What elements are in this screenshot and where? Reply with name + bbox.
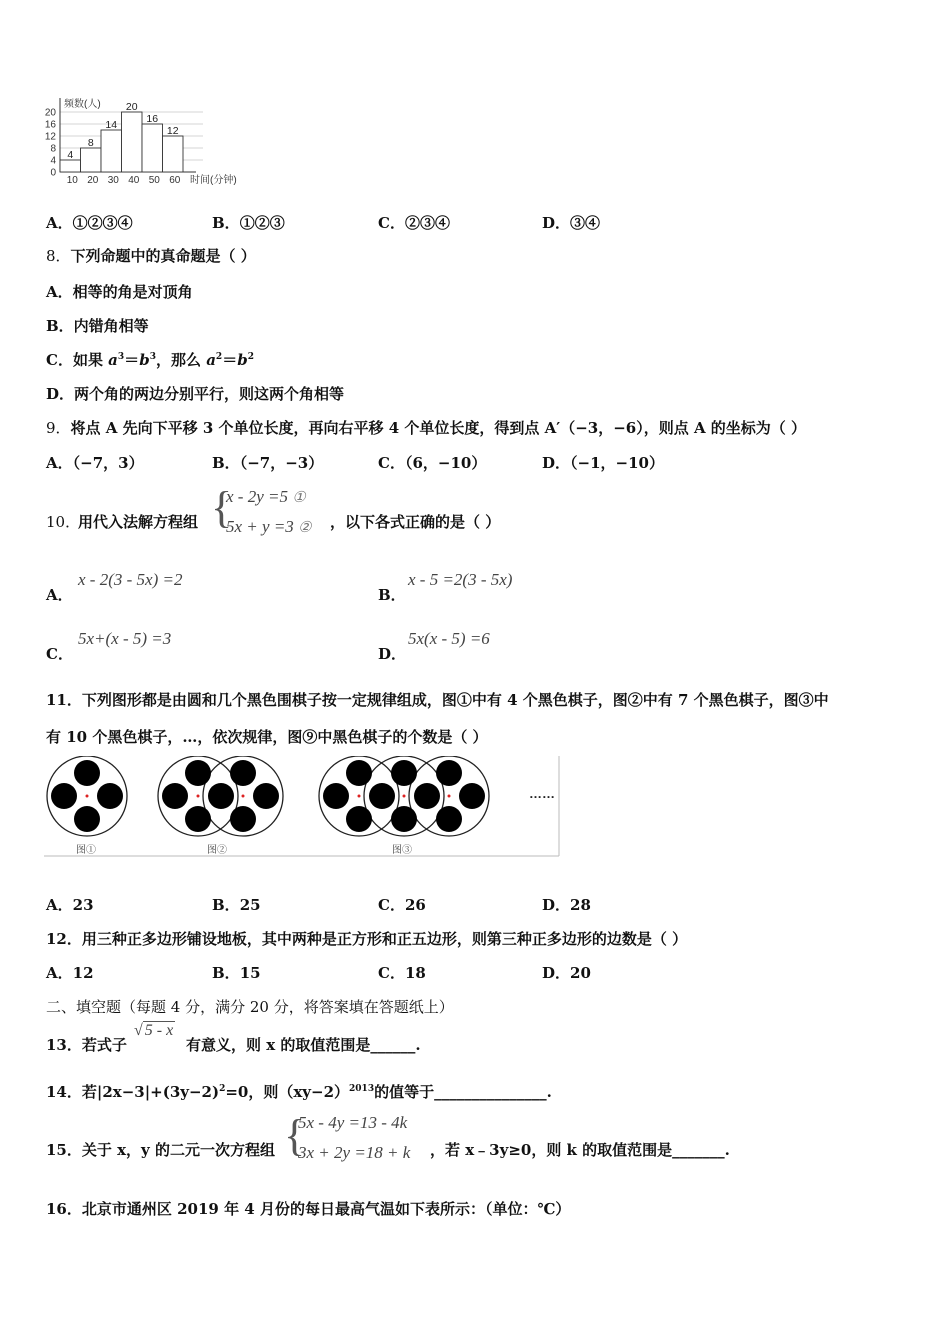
x-tick-label: 50 <box>148 175 160 186</box>
y-tick-label: 12 <box>44 131 56 143</box>
q7-option-b: B．①②③ <box>212 214 285 232</box>
q10-option-b-expr: x - 5 =2(3 - 5x) <box>408 570 513 589</box>
bar-value-label: 12 <box>166 125 179 137</box>
q9-option-a: A．（−7，3） <box>46 454 144 472</box>
x-tick-label: 40 <box>128 175 140 186</box>
stone <box>185 760 211 786</box>
center-dot <box>242 795 245 798</box>
center-dot <box>358 795 361 798</box>
q10-option-d-letter: D． <box>378 645 407 663</box>
histogram-y-ticks <box>45 108 57 179</box>
q13-sqrt: √ 5 - x <box>134 1022 174 1039</box>
q11-option-c: C．26 <box>378 896 426 914</box>
go-stones-figure <box>44 756 564 860</box>
x-tick-label: 60 <box>169 175 181 186</box>
q9-stem: 9．将点 A 先向下平移 3 个单位长度，再向右平移 4 个单位长度，得到点 A′（−3，−6），则点 A 的坐标为（ ） <box>46 419 807 437</box>
stone <box>436 806 462 832</box>
q10-option-c-letter: C． <box>46 645 73 663</box>
q10-eq1: x - 2y =5 ① <box>226 487 306 506</box>
center-dot <box>403 795 406 798</box>
histogram-ylabel: 频数(人) <box>64 99 101 110</box>
q8-stem: 8．下列命题中的真命题是（ ） <box>46 247 256 265</box>
bar-value-label: 16 <box>146 113 159 125</box>
q10-post: ，以下各式正确的是（ ） <box>330 513 501 531</box>
q10-number: 10． <box>46 513 81 531</box>
x-tick-label: 30 <box>107 175 119 186</box>
q12-option-b: B．15 <box>212 964 261 982</box>
q14-text: 14．若$|2x-3|+(3y-2)^2=0$，则$(xy-2)^{2013}$的值等于_______________. <box>46 1083 552 1101</box>
stone <box>414 783 440 809</box>
figure-1-caption: 图① <box>76 845 96 856</box>
stone <box>391 760 417 786</box>
histogram-bar <box>142 124 163 172</box>
histogram-bar <box>122 112 143 172</box>
q13-post: 有意义，则 x 的取值范围是______. <box>186 1036 421 1054</box>
x-tick-label: 10 <box>66 175 78 186</box>
q7-option-d: D．③④ <box>542 214 601 232</box>
q11-option-a: A．23 <box>46 896 94 914</box>
y-tick-label: 16 <box>44 119 56 131</box>
figure-1 <box>47 756 127 836</box>
histogram-xlabel: 时间(分钟) <box>190 175 237 186</box>
stone <box>391 806 417 832</box>
stone <box>208 783 234 809</box>
stone <box>230 760 256 786</box>
q8-option-a: A．相等的角是对顶角 <box>46 283 193 301</box>
histogram <box>40 96 255 188</box>
y-tick-label: 0 <box>50 167 56 179</box>
q8-option-b: B．内错角相等 <box>46 317 149 335</box>
q9-option-d: D．（−1，−10） <box>542 454 664 472</box>
y-tick-label: 8 <box>50 143 56 155</box>
q12-option-a: A．12 <box>46 964 94 982</box>
q12-option-c: C．18 <box>378 964 426 982</box>
bar-value-label: 4 <box>67 149 74 161</box>
stone <box>323 783 349 809</box>
section-2-title: 二、填空题（每题 4 分，满分 20 分，将答案填在答题纸上） <box>46 998 454 1016</box>
y-tick-label: 4 <box>50 155 56 167</box>
figure-3-caption: 图③ <box>392 845 412 856</box>
q7-option-a: A．①②③④ <box>46 214 133 232</box>
histogram-x-ticks <box>67 175 181 186</box>
stone <box>346 806 372 832</box>
stone <box>162 783 188 809</box>
q10-option-a-expr: x - 2(3 - 5x) =2 <box>78 570 183 589</box>
bar-value-label: 14 <box>105 119 118 131</box>
histogram-bar <box>163 136 184 172</box>
stone <box>436 760 462 786</box>
q15-eq1: 5x - 4y =13 - 4k <box>298 1113 408 1132</box>
q12-option-d: D．20 <box>542 964 591 982</box>
y-tick-label: 20 <box>44 107 56 119</box>
stone <box>97 783 123 809</box>
q15-eq2: 3x + 2y =18 + k <box>298 1143 411 1162</box>
q10-option-b-letter: B． <box>378 586 406 604</box>
q15-pre: 15．关于 x，y 的二元一次方程组 <box>46 1141 275 1159</box>
histogram-bars <box>60 112 183 172</box>
q15-post: ，若 x﹣3y≥0，则 k 的取值范围是_______. <box>430 1141 730 1159</box>
center-dot <box>86 795 89 798</box>
center-dot <box>448 795 451 798</box>
stone <box>459 783 485 809</box>
q9-option-b: B．（−7，−3） <box>212 454 324 472</box>
q13-pre: 13．若式子 <box>46 1036 127 1054</box>
q10-option-d-expr: 5x(x - 5) =6 <box>408 629 490 648</box>
q10-option-a-letter: A． <box>46 586 73 604</box>
q15-brace: { <box>284 1111 306 1160</box>
q16-text: 16．北京市通州区 2019 年 4 月份的每日最高气温如下表所示：（单位：℃） <box>46 1200 571 1218</box>
stone <box>51 783 77 809</box>
q10-option-c-expr: 5x+(x - 5) =3 <box>78 629 172 648</box>
q10-eq2: 5x + y =3 ② <box>226 517 312 536</box>
figure-3 <box>319 756 489 836</box>
q11-option-b: B．25 <box>212 896 261 914</box>
figure-2 <box>158 756 283 836</box>
x-tick-label: 20 <box>87 175 99 186</box>
stone <box>74 760 100 786</box>
stone <box>185 806 211 832</box>
center-dot <box>197 795 200 798</box>
histogram-bar <box>60 160 81 172</box>
q10-brace: { <box>211 483 233 532</box>
q10-pre: 用代入法解方程组 <box>78 513 199 531</box>
stone <box>74 806 100 832</box>
q11-line1: 11．下列图形都是由圆和几个黑色围棋子按一定规律组成，图①中有 4 个黑色棋子，图②中有 7 个黑色棋子，图③中 <box>46 691 829 709</box>
q9-option-c: C．（6，−10） <box>378 454 487 472</box>
stone <box>230 806 256 832</box>
q8-option-c: C．如果 $a^3=b^3$，那么 $a^2=b^2$ <box>46 351 254 369</box>
q12-stem: 12．用三种正多边形铺设地板，其中两种是正方形和正五边形，则第三种正多边形的边数是（ ） <box>46 930 688 948</box>
stone <box>369 783 395 809</box>
bar-value-label: 20 <box>125 101 138 113</box>
q7-option-c: C．②③④ <box>378 214 450 232</box>
stone <box>253 783 279 809</box>
q11-line2: 有 10 个黑色棋子，…，依次规律，图⑨中黑色棋子的个数是（ ） <box>46 728 488 746</box>
figure-ellipsis: …… <box>529 786 555 801</box>
bar-value-label: 8 <box>87 137 94 149</box>
histogram-bar <box>81 148 102 172</box>
figure-2-caption: 图② <box>207 845 227 856</box>
q11-option-d: D．28 <box>542 896 591 914</box>
stone <box>346 760 372 786</box>
q8-option-d: D．两个角的两边分别平行，则这两个角相等 <box>46 385 345 403</box>
histogram-bar <box>101 130 122 172</box>
